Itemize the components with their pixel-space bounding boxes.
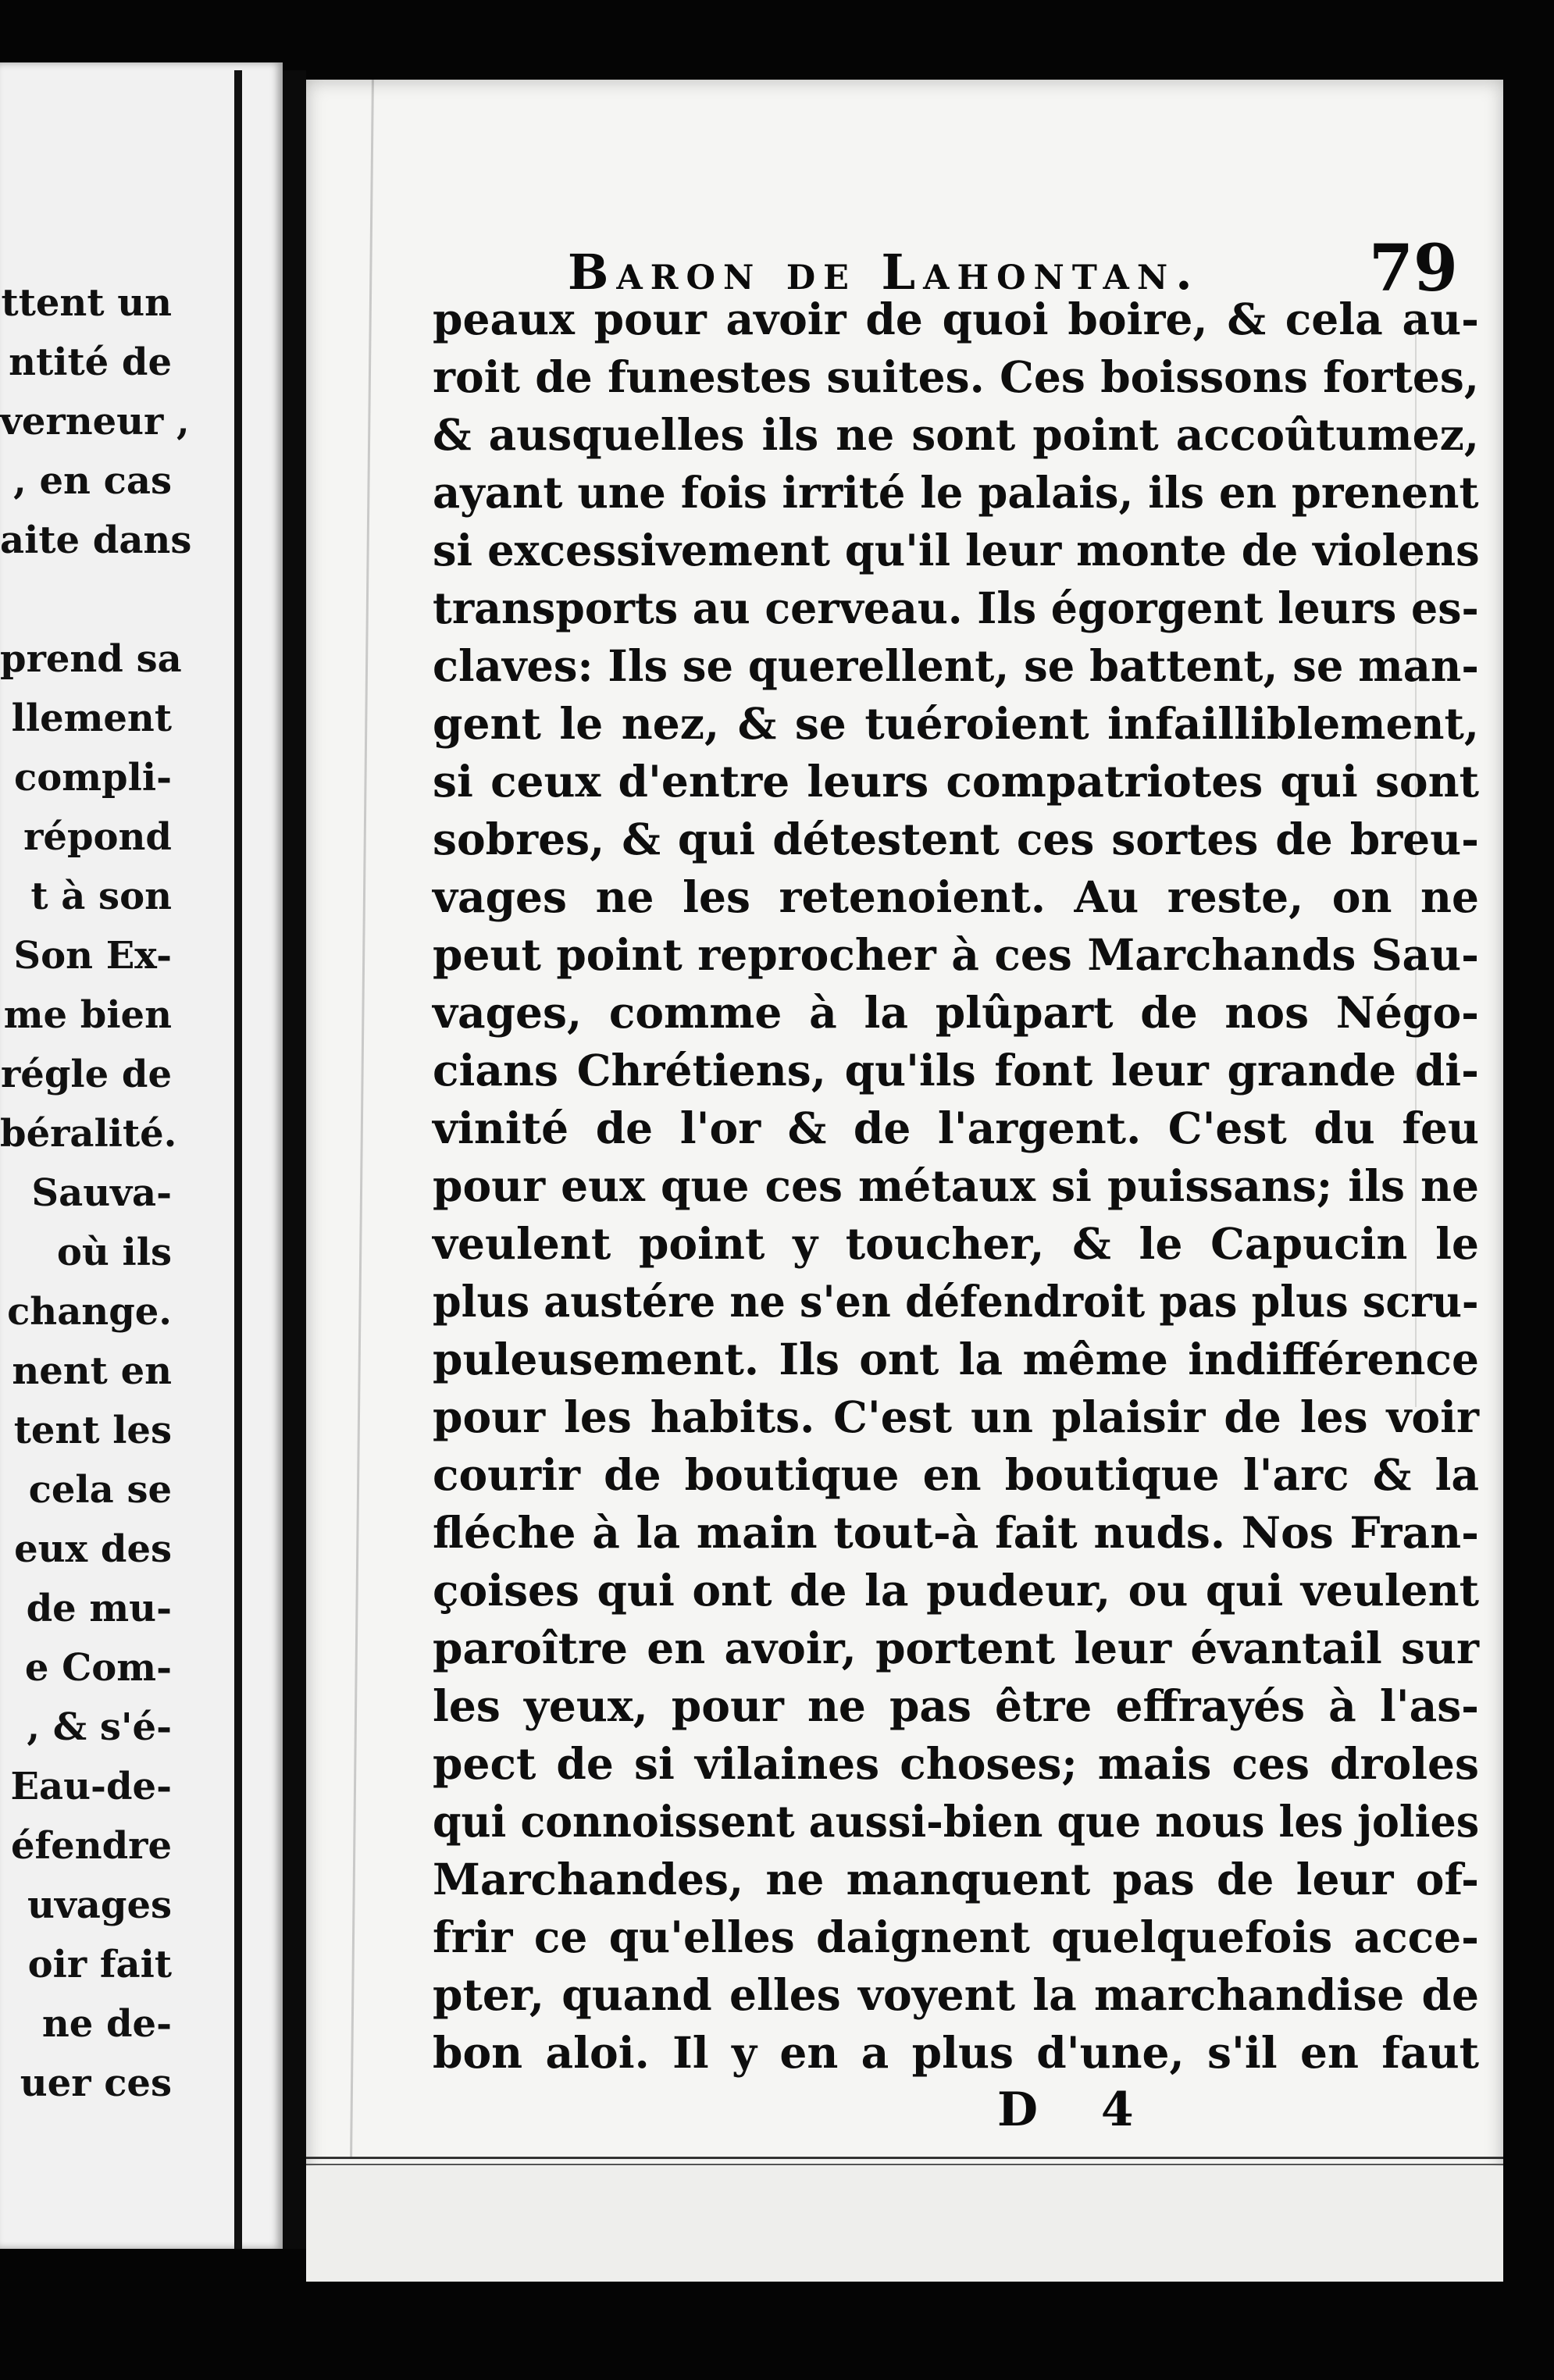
- text-line: gent le nez, & se tuéroient infailliblement,: [433, 698, 1479, 749]
- left-page-line: me bien: [3, 993, 172, 1037]
- left-page-line: répond: [23, 815, 172, 859]
- left-page-line: Sauva-: [31, 1171, 172, 1215]
- text-line: veulent point y toucher, & le Capucin le: [433, 1218, 1479, 1269]
- left-page-line: llement: [11, 697, 172, 740]
- text-line: vinité de l'or & de l'argent. C'est du feu: [433, 1103, 1479, 1153]
- text-line: puleusement. Ils ont la même indifférence: [433, 1334, 1479, 1384]
- page-crease: [1415, 314, 1417, 1407]
- bottom-margin: [306, 2166, 1503, 2282]
- left-page-line: compli-: [14, 756, 172, 800]
- text-line: qui connoissent aussi-bien que nous les jolies: [433, 1796, 1480, 1847]
- text-line: les yeux, pour ne pas être effrayés à l'as-: [433, 1680, 1479, 1731]
- left-page-line: uer ces: [20, 2061, 172, 2105]
- text-line: pour les habits. C'est un plaisir de les voir: [433, 1391, 1479, 1442]
- page-number: 79: [1368, 231, 1458, 306]
- bottom-rule: [306, 2157, 1503, 2165]
- left-page-line: éfendre: [10, 1824, 172, 1868]
- text-line: & ausquelles ils ne sont point accoûtumez,: [433, 409, 1479, 460]
- left-page-line: aite dans: [0, 518, 192, 562]
- left-page-line: de mu-: [26, 1587, 172, 1630]
- text-line: frir ce qu'elles daignent quelquefois acce-: [433, 1911, 1479, 1962]
- left-page-line: e Com-: [24, 1646, 172, 1690]
- left-page-line: oir fait: [27, 1943, 172, 1986]
- left-page-line: prend sa: [0, 637, 182, 681]
- left-page-line: régle de: [1, 1053, 172, 1096]
- left-page-line: cela se: [28, 1468, 172, 1512]
- running-head: Baron de Lahontan.: [568, 244, 1200, 301]
- text-line: pour eux que ces métaux si puissans; ils ne: [433, 1160, 1479, 1211]
- left-page-line: ne de-: [41, 2002, 172, 2046]
- text-line: roit de funestes suites. Ces boissons fortes,: [433, 351, 1479, 402]
- text-line: vages, comme à la plûpart de nos Négo-: [433, 987, 1479, 1038]
- text-line: courir de boutique en boutique l'arc & la: [433, 1449, 1479, 1500]
- left-page-line: , en cas: [13, 459, 172, 503]
- text-line: plus austére ne s'en défendroit pas plus scru-: [433, 1276, 1479, 1327]
- text-line: ayant une fois irrité le palais, ils en prenent: [433, 467, 1479, 518]
- text-line: transports au cerveau. Ils égorgent leurs es-: [433, 583, 1479, 633]
- left-page-line: Eau-de-: [10, 1765, 172, 1808]
- text-line: peaux pour avoir de quoi boire, & cela au-: [433, 294, 1479, 344]
- signature-mark: D 4: [997, 2082, 1157, 2137]
- left-page-line: ttent un: [1, 281, 172, 325]
- left-page-line: eux des: [14, 1527, 172, 1571]
- left-page-line: ntité de: [9, 340, 172, 384]
- left-page-line: , & s'é-: [27, 1705, 172, 1749]
- book-gutter: [283, 70, 306, 2249]
- text-line: çoises qui ont de la pudeur, ou qui veulent: [433, 1565, 1479, 1616]
- text-line: si ceux d'entre leurs compatriotes qui sont: [433, 756, 1479, 807]
- left-page-line: nent en: [12, 1349, 172, 1393]
- text-line: cians Chrétiens, qu'ils font leur grande di-: [433, 1045, 1479, 1096]
- left-page-line: Son Ex-: [13, 934, 172, 978]
- left-page-line: où ils: [56, 1231, 172, 1274]
- text-line: peut point reprocher à ces Marchands Sau-: [433, 929, 1479, 980]
- text-line: paroître en avoir, portent leur évantail sur: [433, 1623, 1479, 1673]
- left-page-line: verneur ,: [0, 400, 190, 444]
- left-page-line: change.: [7, 1290, 172, 1334]
- text-line: pect de si vilaines choses; mais ces droles: [433, 1738, 1479, 1789]
- text-line: si excessivement qu'il leur monte de violens: [433, 525, 1480, 575]
- text-line: Marchandes, ne manquent pas de leur of-: [433, 1854, 1479, 1904]
- page-crease: [350, 80, 374, 2157]
- left-page-line: béralité.: [0, 1112, 177, 1156]
- left-page-line: t à son: [30, 875, 172, 918]
- body-text: [433, 290, 1479, 2082]
- right-page: [306, 80, 1503, 2282]
- left-page-line: uvages: [27, 1883, 172, 1927]
- left-page-edge: [234, 70, 242, 2249]
- left-page-line: tent les: [13, 1409, 172, 1452]
- text-line: claves: Ils se querellent, se battent, se man-: [433, 640, 1479, 691]
- text-line: vages ne les retenoient. Au reste, on ne: [433, 871, 1479, 922]
- text-line: pter, quand elles voyent la marchandise de: [433, 1969, 1479, 2020]
- text-line: fléche à la main tout-à fait nuds. Nos Fran-: [433, 1507, 1479, 1558]
- text-line: bon aloi. Il y en a plus d'une, s'il en faut: [433, 2027, 1479, 2078]
- text-line: sobres, & qui détestent ces sortes de breu-: [433, 814, 1479, 864]
